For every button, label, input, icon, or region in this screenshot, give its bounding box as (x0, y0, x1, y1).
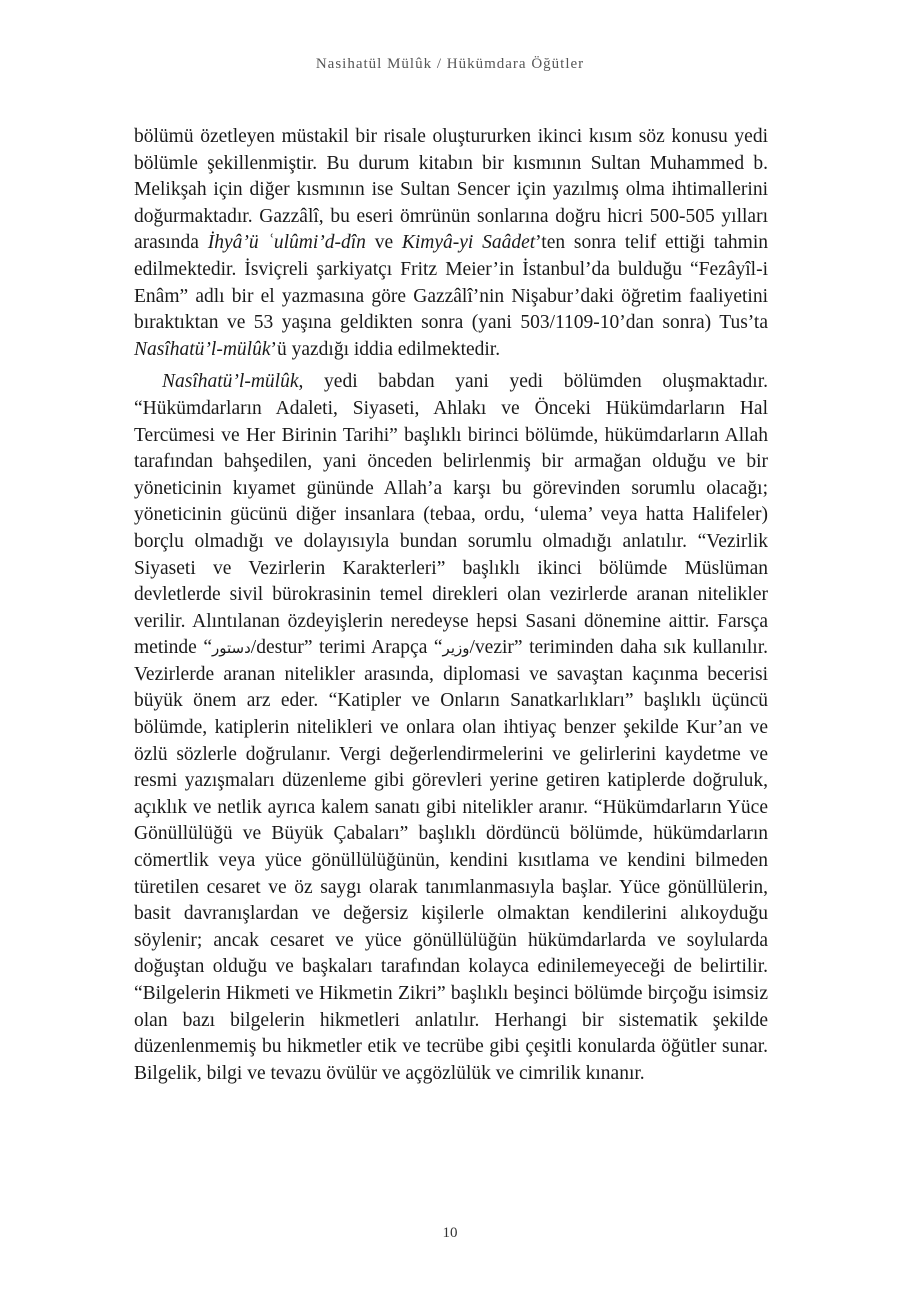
book-title: Nasîhatü’l-mülûk (162, 371, 299, 393)
running-head: Nasihatül Mülûk / Hükümdara Öğütler (315, 56, 585, 72)
body-text (134, 124, 768, 1087)
text-run: /vezir” teriminden daha sık kullanılır. Vezirlerde aranan nitelikler arasında, diplomasi ve savaştan kaçınma becerisi büyük önem arz eder. “Katipler ve Onların Sanatkarlıkları” başlıklı üçüncü bölümde, katiplerin nitelikleri ve onlara olan ihtiyaç benzer şekilde Kur’an ve özlü sözlerle doğrulanır. Vergi değerlendirmelerini ve gelirlerini kaydetme ve resmi yazışmaları düzenleme gibi görevleri yerine getiren katiplerde doğruluk, açıklık ve netlik ayrıca kalem sanatı gibi nitelikler aranır. “Hükümdarların Yüce Gönüllülüğü ve Büyük Çabaları” başlıklı dördüncü bölümde, hükümdarların cömertlik veya yüce gönüllülüğünün, kendini kısıtlama ve kendini bilmeden türetilen cesaret ve öz saygı olarak tanımlanmasıyla başlar. Yüce gönüllülerin, basit davranışlardan ve değersiz kişilerle olmaktan kendilerini alıkoyduğu söylenir; ancak cesaret ve yüce gönüllülüğün hükümdarlarda ve soylularda doğuştan olduğu ve başkaları tarafından kolayca edinilemeyeceği de belirtilir. “Bilgelerin Hikmeti ve Hikmetin Zikri” başlıklı beşinci bölümde birçoğu isimsiz olan bazı bilgelerin hikmetleri anlatılır. Herhangi bir sistematik şekilde düzenlenmemiş bu hikmetler etik ve tecrübe gibi çeşitli konularda öğütler sunar. Bilgelik, bilgi ve tevazu övülür ve açgözlülük ve cimrilik kınanır. (134, 637, 768, 1084)
text-run: ’ten sonra telif ettiği tahmin edilmektedir. İsviçreli şarkiyatçı Fritz Meier’in İstanbul’da bulduğu “Fezâyîl-i Enâm” adlı bir el yazmasına göre Gazzâlî’nin Nişabur’daki öğretim faaliyetini bıraktıktan ve 53 yaşına geldikten sonra (yani 503/1109-10’dan sonra) Tus’ta (134, 232, 768, 334)
book-title: Nasîhatü’l-mülûk (134, 338, 271, 360)
book-title: Kimyâ-yi Saâdet (401, 232, 536, 254)
arabic-term: دستور (212, 639, 251, 658)
text-run: ve (365, 232, 402, 254)
text-run: ’ü yazdığı iddia edilmektedir. (270, 338, 501, 360)
text-run: /destur” terimi Arapça “ (250, 637, 443, 659)
text-run: , yedi babdan yani yedi bölümden oluşmaktadır. “Hükümdarların Adaleti, Siyaseti, Ahlakı ve Önceki Hükümdarların Hal Tercümesi ve Her Birinin Tarihi” başlıklı birinci bölümde, hükümdarların Allah tarafından bahşedilen, yani önceden belirlenmiş bir armağan olduğu ve bir yöneticinin kıyamet gününde Allah’a karşı bu görevinden sorumlu olacağı; yöneticinin gücünü diğer insanlara (tebaa, ordu, ‘ulema’ veya hatta Halifeler) borçlu olmadığı ve dolayısıyla bundan sorumlu olmadığı anlatılır. “Vezirlik Siyaseti ve Vezirlerin Karakterleri” başlıklı ikinci bölümde Müslüman devletlerde sivil bürokrasinin temel direkleri olan vezirlerde aranan nitelikler verilir. Alıntılanan özdeyişlerin neredeyse hepsi Sasani dönemine aittir. Farsça metinde “ (134, 371, 768, 659)
page-number: 10 (442, 1225, 458, 1241)
arabic-term: وزیر (442, 639, 470, 658)
book-title: İhyâ’ü ʿulûmi’d-dîn (207, 232, 366, 254)
paragraph (134, 369, 768, 1087)
text-run: bölümü özetleyen müstakil bir risale oluştururken ikinci kısım söz konusu yedi bölümle şekillenmiştir. Bu durum kitabın bir kısmının Sultan Muhammed b. Melikşah için diğer kısmının ise Sultan Sencer için yazılmış olma ihtimallerini doğurmaktadır. Gazzâlî, bu eseri ömrünün sonlarına doğru hicri 500-505 yılları arasında (134, 126, 768, 254)
paragraph (134, 124, 768, 363)
